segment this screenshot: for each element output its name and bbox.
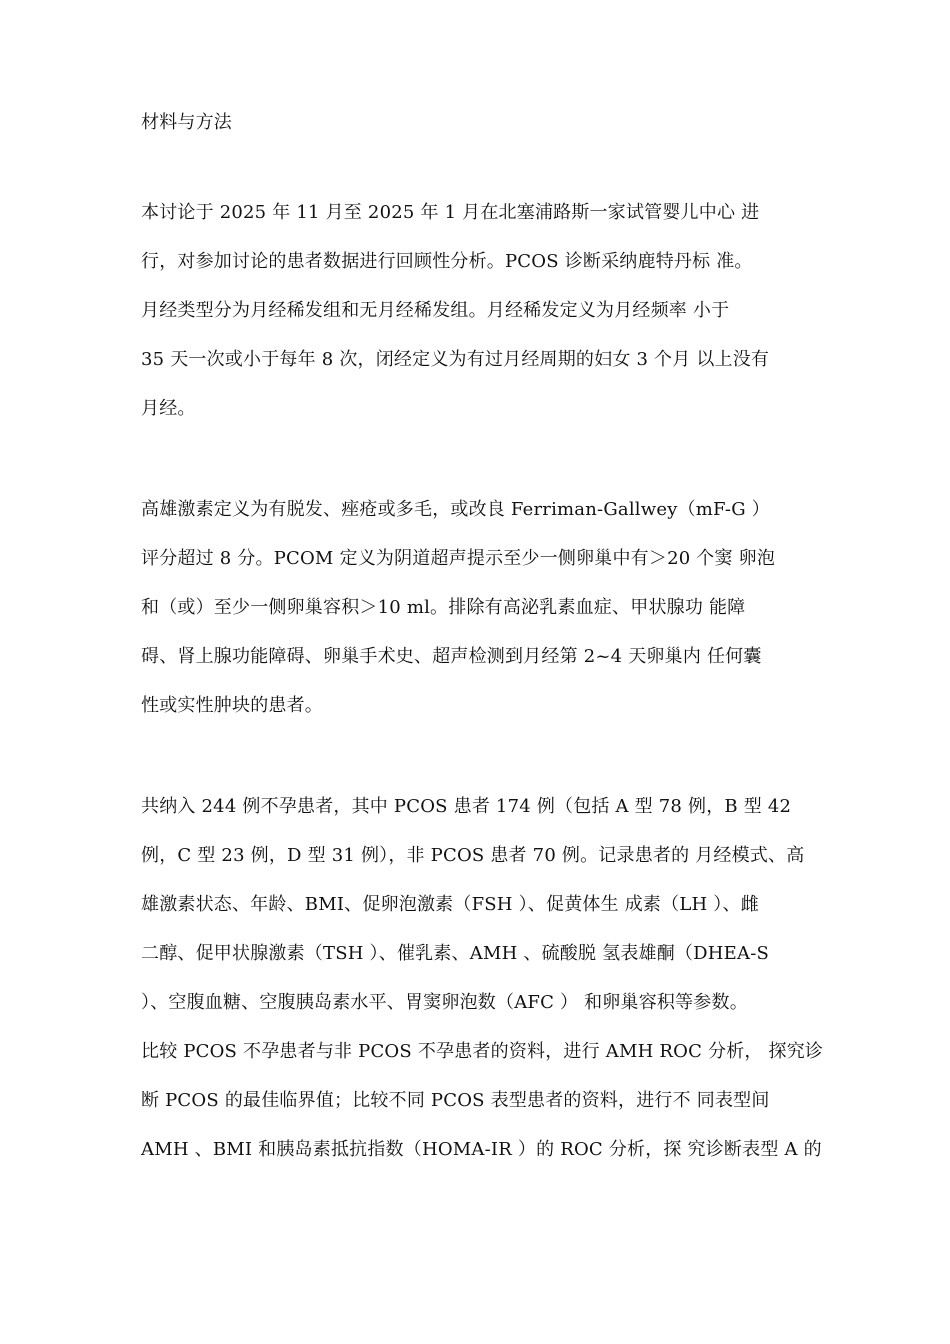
paragraph-3-line-3: 雄激素状态、年龄、BMI、促卵泡激素（FSH ）、促黄体生 成素（LH ）、雌 [141, 894, 759, 915]
paragraph-3-line-4: 二醇、促甲状腺激素（TSH ）、催乳素、AMH 、硫酸脱 氢表雄酮（DHEA-S [141, 943, 770, 964]
paragraph-3-line-5: ）、空腹血糖、空腹胰岛素水平、胃窦卵泡数（AFC ） 和卵巢容积等参数。 [141, 992, 748, 1013]
section-heading: 材料与方法 [141, 112, 232, 133]
paragraph-1-line-1: 本讨论于 2025 年 11 月至 2025 年 1 月在北塞浦路斯一家试管婴儿中心 进 [141, 202, 760, 223]
paragraph-2-line-1: 高雄激素定义为有脱发、痤疮或多毛，或改良 Ferriman-Gallwey（mF-G ） [141, 499, 770, 520]
paragraph-3-line-6: 比较 PCOS 不孕患者与非 PCOS 不孕患者的资料，进行 AMH ROC 分析， 探究诊 [141, 1041, 824, 1062]
paragraph-1-line-4: 35 天一次或小于每年 8 次，闭经定义为有过月经周期的妇女 3 个月 以上没有 [141, 349, 770, 370]
paragraph-3-line-7: 断 PCOS 的最佳临界值；比较不同 PCOS 表型患者的资料，进行不 同表型间 [141, 1090, 770, 1111]
paragraph-3-line-2: 例，C 型 23 例，D 型 31 例），非 PCOS 患者 70 例。记录患者的 月经模式、高 [141, 845, 805, 866]
paragraph-1-line-5: 月经。 [141, 398, 196, 419]
paragraph-2-line-5: 性或实性肿块的患者。 [141, 695, 323, 716]
paragraph-2-line-2: 评分超过 8 分。PCOM 定义为阴道超声提示至少一侧卵巢中有＞20 个窦 卵泡 [141, 548, 776, 569]
paragraph-2-line-3: 和（或）至少一侧卵巢容积＞10 ml。排除有高泌乳素血症、甲状腺功 能障 [141, 597, 746, 618]
paragraph-2-line-4: 碍、肾上腺功能障碍、卵巢手术史、超声检测到月经第 2~4 天卵巢内 任何囊 [141, 646, 762, 667]
paragraph-3-line-8: AMH 、BMI 和胰岛素抵抗指数（HOMA-IR ）的 ROC 分析，探 究诊断表型 A 的 [141, 1139, 822, 1160]
paragraph-3-line-1: 共纳入 244 例不孕患者，其中 PCOS 患者 174 例（包括 A 型 78 例，B 型 42 [141, 796, 792, 817]
paragraph-1-line-2: 行，对参加讨论的患者数据进行回顾性分析。PCOS 诊断采纳鹿特丹标 准。 [141, 251, 753, 272]
paragraph-1-line-3: 月经类型分为月经稀发组和无月经稀发组。月经稀发定义为月经频率 小于 [141, 300, 730, 321]
